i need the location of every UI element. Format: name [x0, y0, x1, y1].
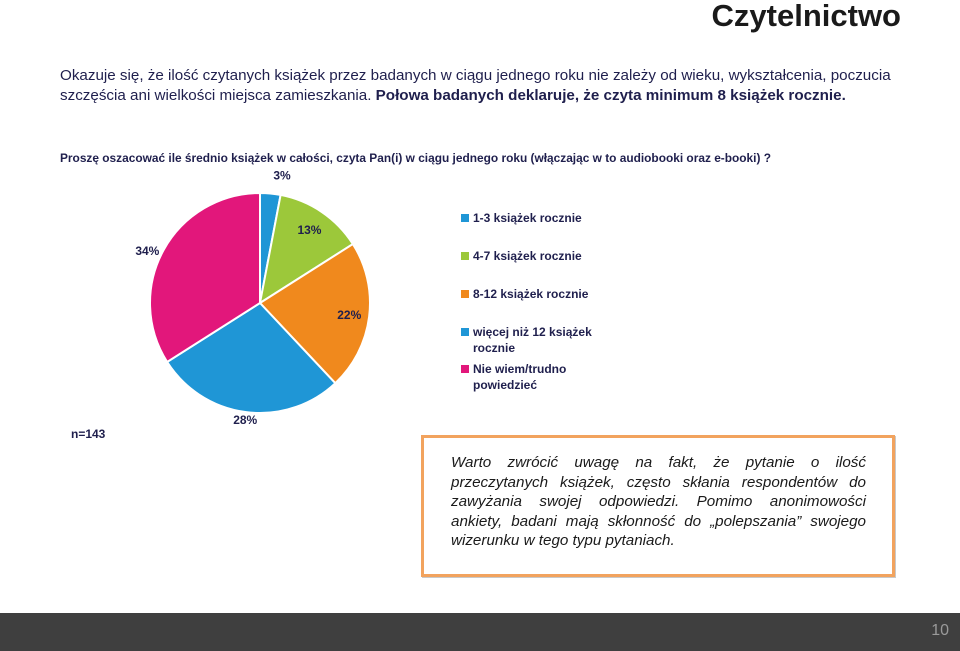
legend-swatch-5	[461, 365, 469, 373]
note-box	[421, 435, 895, 577]
footer-bar	[0, 613, 960, 651]
intro-plain: Okazuje się, że ilość czytanych książek przez badanych w ciągu jednego roku nie zależy od wieku, wykształcenia, poczucia szczęścia ani wielkości miejsca zamieszkania.	[60, 67, 891, 104]
pie-data-label-2: 13%	[297, 223, 322, 238]
pie-chart	[0, 170, 960, 430]
slide-title: Czytelnictwo	[711, 0, 901, 33]
sample-size: n=143	[71, 427, 106, 441]
pie-data-label-5: 34%	[135, 243, 160, 258]
legend-label-1: 1-3 książek rocznie	[473, 211, 582, 225]
intro-text	[60, 66, 920, 106]
legend-swatch-1	[461, 214, 469, 222]
pie-slices	[150, 193, 370, 413]
legend-label-4: więcej niż 12 książek rocznie	[473, 325, 592, 355]
legend-label-3: 8-12 książek rocznie	[473, 287, 589, 301]
survey-question: Proszę oszacować ile średnio książek w całości, czyta Pan(i) w ciągu jednego roku (włączając w to audiobooki oraz e-booki) ?	[60, 151, 771, 165]
pie-data-label-4: 28%	[233, 413, 258, 428]
pie-data-label-3: 22%	[337, 307, 362, 322]
chart-legend	[461, 211, 592, 392]
legend-label-5: Nie wiem/trudno powiedzieć	[473, 362, 567, 392]
legend-label-2: 4-7 książek rocznie	[473, 249, 582, 263]
intro-bold: Połowa badanych deklaruje, że czyta minimum 8 książek rocznie.	[375, 87, 846, 104]
pie-data-label-1: 3%	[273, 170, 291, 183]
note-text: Warto zwrócić uwagę na fakt, że pytanie o ilość przeczytanych książek, często skłania respondentów do zawyżania swojej odpowiedzi. Pomimo anonimowości ankiety, badani mają skłonność do „polepszania” swojego wizerunku w tego typu pytaniach.	[451, 454, 866, 549]
legend-swatch-4	[461, 328, 469, 336]
legend-swatch-2	[461, 252, 469, 260]
legend-swatch-3	[461, 290, 469, 298]
page-number: 10	[931, 622, 949, 639]
